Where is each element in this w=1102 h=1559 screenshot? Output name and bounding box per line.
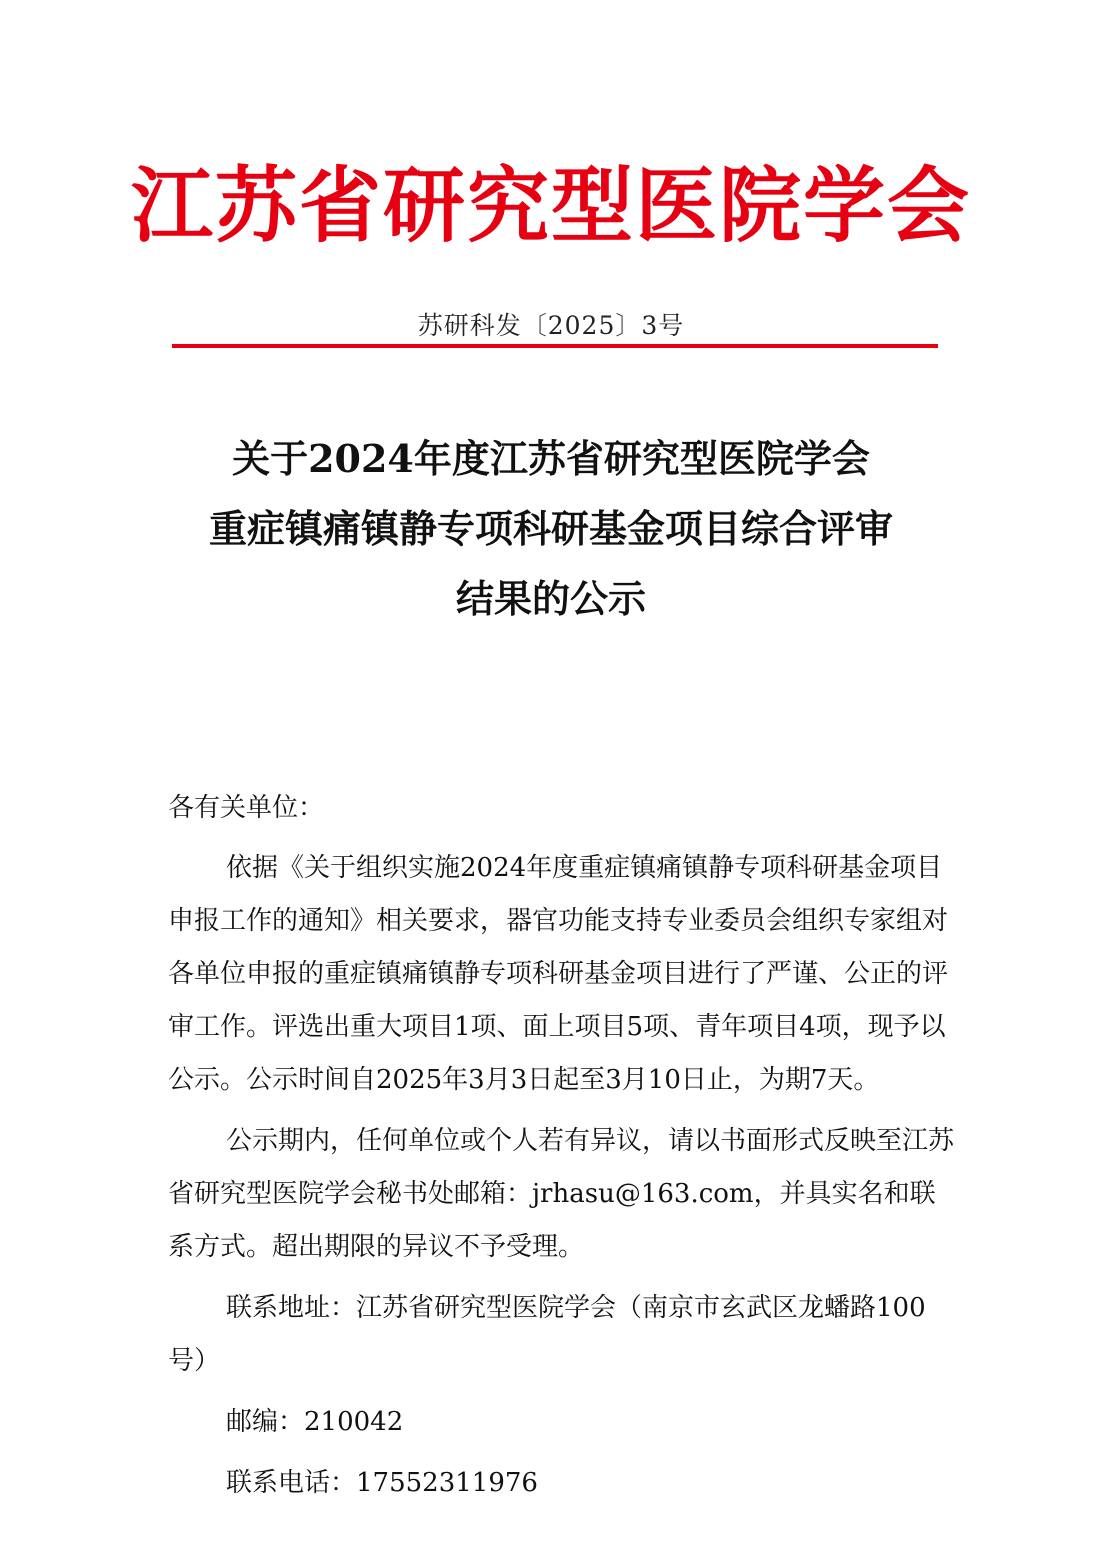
paragraph-contact-address: 联系地址：江苏省研究型医院学会（南京市玄武区龙蟠路100号）	[168, 1293, 926, 1376]
paragraph-contact-phone: 联系电话：17552311976	[226, 1468, 538, 1498]
organization-masthead: 江苏省研究型医院学会	[130, 158, 971, 254]
document-title	[120, 424, 982, 634]
paragraph-postal-code: 邮编：210042	[226, 1407, 404, 1437]
title-line-2: 重症镇痛镇静专项科研基金项目综合评审	[208, 506, 893, 551]
title-line-1: 关于2024年度江苏省研究型医院学会	[232, 436, 870, 481]
title-line-3: 结果的公示	[455, 576, 646, 621]
paragraph-review-notice: 依据《关于组织实施2024年度重症镇痛镇静专项科研基金项目申报工作的通知》相关要求，器官功能支持专业委员会组织专家组对各单位申报的重症镇痛镇静专项科研基金项目进行了严谨、公正的评审工作。评选出重大项目1项、面上项目5项、青年项目4项，现予以公示。公示时间自2025年3月3日起至3月10日止，为期7天。	[168, 853, 949, 1095]
red-divider-rule	[172, 344, 938, 348]
paragraph-objection-instructions: 公示期内，任何单位或个人若有异议，请以书面形式反映至江苏省研究型医院学会秘书处邮箱：jrhasu@163.com，并具实名和联系方式。超出期限的异议不予受理。	[168, 1126, 955, 1262]
document-number: 苏研科发〔2025〕3号	[417, 311, 685, 340]
document-body	[168, 782, 958, 1510]
salutation: 各有关单位：	[168, 793, 325, 823]
